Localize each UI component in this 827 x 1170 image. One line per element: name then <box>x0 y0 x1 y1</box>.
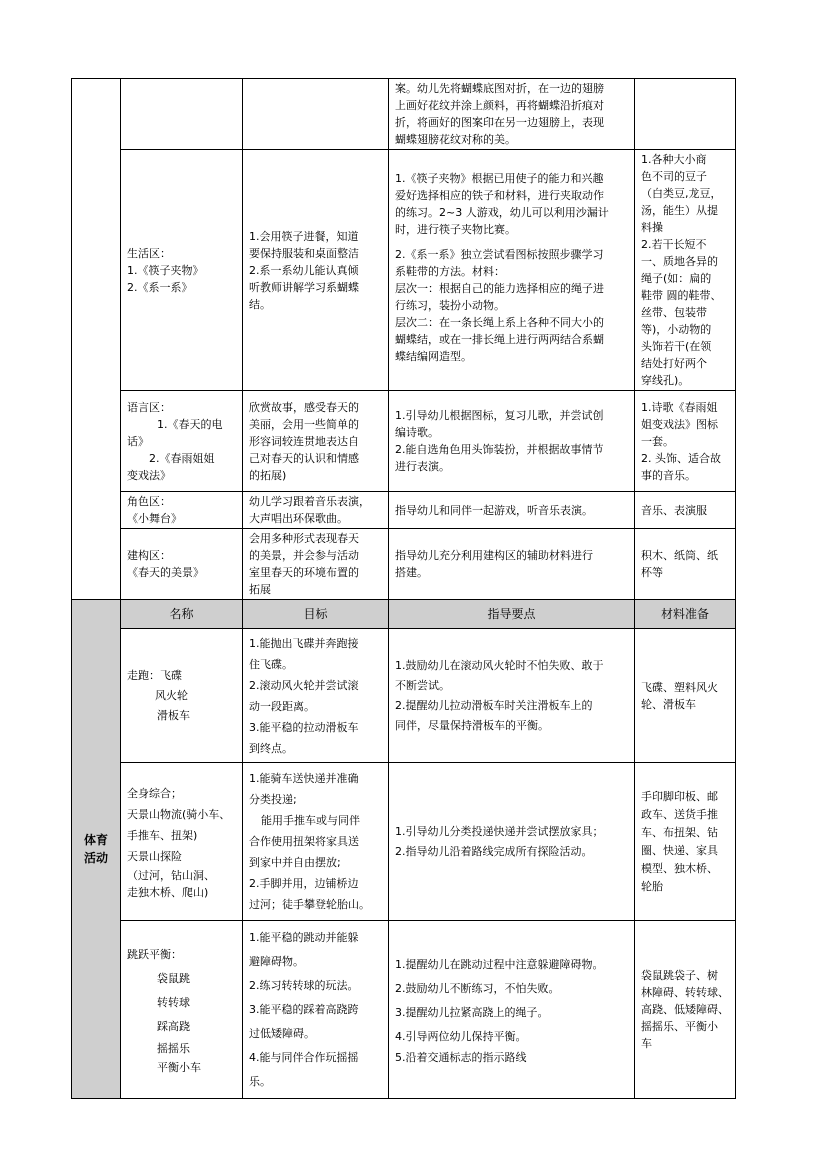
jump-guide-cell <box>389 921 635 1099</box>
run-goal-line: 2.滚动风火轮并尝试滚 <box>249 678 359 692</box>
life-goal-line: 2.系一系幼儿能认真倾 <box>249 263 359 277</box>
language-material-cell <box>635 391 736 492</box>
life-name-line: 2.《系一系》 <box>127 280 193 294</box>
header-material-cell: 材料准备 <box>635 600 736 629</box>
jump-name-line: 踩高跷 <box>157 1019 190 1033</box>
role-goal-line: 大声唱出环保歌曲。 <box>249 512 348 525</box>
jump-material-line: 车 <box>641 1037 652 1050</box>
jump-goal-line: 3.能平稳的踩着高跷跨 <box>249 1002 359 1016</box>
art-area-row <box>72 79 736 150</box>
life-guide-line: 时，进行筷子夹物比赛。 <box>395 223 516 236</box>
run-material-line: 飞碟、塑料风火 <box>641 680 718 694</box>
role-goal-cell <box>243 492 389 529</box>
role-name-line: 角色区： <box>127 495 171 508</box>
art-guide-line: 折，将画好的图案印在另一边翅膀上，表现 <box>395 116 604 129</box>
language-goal-line: 形容词较连贯地表达自 <box>249 434 359 448</box>
role-guide-text: 指导幼儿和同伴一起游戏，听音乐表演。 <box>395 503 593 517</box>
life-material-cell <box>635 150 736 391</box>
art-guide-line: 案。幼儿先将蝴蝶底图对折，在一边的翅膀 <box>395 82 604 95</box>
role-area-row <box>72 492 736 529</box>
life-name-line: 1.《筷子夹物》 <box>127 263 204 277</box>
life-guide-line: 2.《系一系》独立尝试看图标按照步骤学习 <box>395 248 604 261</box>
run-goal-line: 动一段距离。 <box>249 699 315 713</box>
build-goal-cell <box>243 529 389 600</box>
whole-material-line: 手印脚印板、邮 <box>641 789 718 803</box>
build-goal-line: 拓展 <box>249 583 271 596</box>
language-guide-line: 2.能自选角色用头饰装扮，并根据故事情节 <box>395 443 604 456</box>
role-material-cell <box>635 492 736 529</box>
jump-guide-line: 5.沿着交通标志的指示路线 <box>395 1050 527 1064</box>
run-guide-line: 不断尝试。 <box>395 678 450 692</box>
header-goal-cell: 目标 <box>243 600 389 629</box>
art-name-cell <box>121 79 243 150</box>
whole-guide-line: 1.引导幼儿分类投递快递并尝试摆放家具； <box>395 824 604 838</box>
build-guide-line: 搭建。 <box>395 566 428 579</box>
life-area-row <box>72 150 736 391</box>
jump-goal-cell <box>243 921 389 1099</box>
whole-name-line: 手推车、扭架) <box>127 828 198 842</box>
header-guide-cell: 指导要点 <box>389 600 635 629</box>
role-name-cell <box>121 492 243 529</box>
language-name-line: 变戏法》 <box>127 468 171 482</box>
run-material-line: 轮、滑板车 <box>641 697 696 711</box>
life-material-line: 绳子(如：扁的 <box>641 272 712 285</box>
life-material-line: 穿线孔)。 <box>641 374 690 387</box>
jump-name-line: 袋鼠跳 <box>157 971 190 985</box>
role-name-line: 《小舞台》 <box>127 512 182 525</box>
build-name-line: 《春天的美景》 <box>127 566 204 579</box>
language-goal-line: 欣赏故事，感受春天的 <box>249 400 359 414</box>
run-material-cell <box>635 629 736 763</box>
language-name-cell <box>121 391 243 492</box>
jump-material-line: 摇摇乐、平衡小 <box>641 1020 718 1033</box>
whole-goal-line: 1.能骑车送快递并准确 <box>249 772 359 785</box>
jump-guide-line: 2.鼓励幼儿不断练习，不怕失败。 <box>395 981 560 995</box>
whole-name-line: 走独木桥、爬山) <box>127 885 209 899</box>
jump-material-line: 袋鼠跳袋子、树 <box>641 969 718 982</box>
whole-name-line: 天景山物流(骑小车、 <box>127 807 231 821</box>
whole-material-line: 政车、送货手推 <box>641 807 718 821</box>
life-guide-line: 层次一：根据自己的能力选择相应的绳子进 <box>395 282 604 295</box>
whole-goal-line: 能用手推车或与同伴 <box>261 814 360 827</box>
language-material-line: 事的音乐。 <box>641 468 696 482</box>
jump-name-line: 摇摇乐 <box>157 1041 190 1055</box>
life-material-line: 料操 <box>641 221 663 234</box>
art-guide-line: 上画好花纹并涂上颜料，再将蝴蝶沿折痕对 <box>395 99 604 112</box>
jump-guide-line: 4.引导两位幼儿保持平衡。 <box>395 1029 527 1043</box>
build-name-cell <box>121 529 243 600</box>
life-material-line: 2.若干长短不 <box>641 238 707 251</box>
language-name-line: 语言区： <box>127 400 171 414</box>
language-guide-cell <box>389 391 635 492</box>
life-material-line: 色不司的豆子 <box>641 170 707 183</box>
life-material-line: 汤，能生）从提 <box>641 204 718 217</box>
life-guide-line: 1.《筷子夹物》根据已用使子的能力和兴趣 <box>395 172 604 185</box>
run-goal-line: 住飞碟。 <box>249 657 293 671</box>
build-name-line: 建构区： <box>127 549 171 562</box>
areas-section-label-cell <box>72 79 121 600</box>
run-name-line: 滑板车 <box>157 708 190 722</box>
build-goal-line: 室里春天的环境布置的 <box>249 566 359 579</box>
whole-body-row <box>72 763 736 921</box>
whole-guide-cell <box>389 763 635 921</box>
whole-guide-line: 2.指导幼儿沿着路线完成所有探险活动。 <box>395 844 593 858</box>
language-guide-line: 进行表演。 <box>395 460 450 473</box>
language-name-line: 1.《春天的电 <box>157 417 223 431</box>
sports-label-line: 活动 <box>83 851 108 865</box>
language-material-line: 一套。 <box>641 434 674 448</box>
build-area-row <box>72 529 736 600</box>
jump-material-line: 高跷、低矮障碍、 <box>641 1003 729 1016</box>
run-guide-line: 同伴，尽量保持滑板车的平衡。 <box>395 718 549 732</box>
run-name-line: 风火轮 <box>155 688 188 702</box>
run-guide-cell <box>389 629 635 763</box>
run-name-line: 走跑：飞碟 <box>127 668 182 682</box>
life-material-line: 一、质地各异的 <box>641 255 718 268</box>
life-guide-line: 层次二：在一条长绳上系上各种不同大小的 <box>395 316 604 329</box>
build-goal-line: 会用多种形式表现春天 <box>249 532 359 545</box>
activity-plan-table <box>71 78 736 1099</box>
run-goal-cell <box>243 629 389 763</box>
life-material-line: 头饰若干(在领 <box>641 340 712 353</box>
sports-label-line: 体育 <box>83 833 108 847</box>
art-goal-cell <box>243 79 389 150</box>
run-goal-line: 3.能平稳的拉动滑板车 <box>249 720 359 734</box>
run-guide-line: 2.提醒幼儿拉动滑板车时关注滑板车上的 <box>395 698 593 712</box>
jump-guide-line: 3.提醒幼儿拉紧高跷上的绳子。 <box>395 1005 549 1019</box>
role-goal-line: 幼儿学习跟着音乐表演， <box>249 495 370 508</box>
whole-material-cell <box>635 763 736 921</box>
life-guide-line: 蝴蝶结，或在一排长绳上进行两两结合系蝴 <box>395 333 604 346</box>
build-material-line: 积木、纸筒、纸 <box>641 549 718 562</box>
whole-goal-line: 到家中并自由摆放; <box>249 856 341 869</box>
life-guide-line: 行练习，装扮小动物。 <box>395 299 505 312</box>
life-name-line: 生活区： <box>127 246 171 260</box>
language-goal-line: 美丽，会用一些简单的 <box>249 417 359 431</box>
life-goal-line: 结。 <box>249 297 271 311</box>
whole-goal-line: 合作使用扭架将家具送 <box>249 835 359 848</box>
art-guide-line: 蝴蝶翅膀花纹对称的美。 <box>395 133 516 146</box>
life-guide-cell <box>389 150 635 391</box>
whole-goal-line: 分类投递; <box>249 793 297 806</box>
art-guide-cell <box>389 79 635 150</box>
whole-material-line: 圈、快递、家具 <box>641 843 718 857</box>
language-material-line: 姐变戏法》图标 <box>641 417 718 431</box>
jump-material-line: 林障碍、转转球、 <box>641 986 729 999</box>
build-guide-line: 指导幼儿充分利用建构区的辅助材料进行 <box>395 549 593 562</box>
jump-goal-line: 过低矮障碍。 <box>249 1026 315 1040</box>
jump-name-line: 跳跃平衡： <box>127 947 182 961</box>
jump-guide-line: 1.提醒幼儿在跳动过程中注意躲避障碍物。 <box>395 957 604 971</box>
art-material-cell <box>635 79 736 150</box>
language-goal-cell <box>243 391 389 492</box>
jump-material-cell <box>635 921 736 1099</box>
build-material-line: 杯等 <box>641 566 663 579</box>
language-goal-line: 己对春天的认识和情感 <box>249 451 359 465</box>
run-guide-line: 1.鼓励幼儿在滚动风火轮时不怕失败、敢于 <box>395 658 604 672</box>
whole-name-cell <box>121 763 243 921</box>
sports-header-row <box>72 600 736 629</box>
life-material-line: 结处打好两个 <box>641 357 707 370</box>
build-material-cell <box>635 529 736 600</box>
run-goal-line: 1.能抛出飞碟并奔跑接 <box>249 636 359 650</box>
jump-goal-line: 4.能与同伴合作玩摇摇 <box>249 1050 359 1064</box>
jump-name-line: 转转球 <box>157 995 190 1009</box>
run-goal-line: 到终点。 <box>249 741 293 755</box>
life-material-line: 1.各种大小商 <box>641 153 707 166</box>
sports-section-label <box>72 600 121 1099</box>
life-goal-line: 听教师讲解学习系蝴蝶 <box>249 280 359 294</box>
build-goal-line: 的美景，并会参与活动 <box>249 549 359 562</box>
whole-goal-line: 过河；徒手攀登轮胎山。 <box>249 898 370 911</box>
whole-material-line: 模型、独木桥、 <box>641 861 718 875</box>
jump-name-cell <box>121 921 243 1099</box>
life-guide-line: 系鞋带的方法。材料： <box>395 265 505 278</box>
whole-name-line: 天景山探险 <box>127 849 182 863</box>
life-guide-line: 蝶结编网造型。 <box>395 350 472 363</box>
build-guide-cell <box>389 529 635 600</box>
life-name-cell <box>121 150 243 391</box>
life-material-line: （白类豆,龙豆， <box>641 187 722 200</box>
life-goal-line: 1.会用筷子进餐，知道 <box>249 229 359 243</box>
life-guide-line: 爱好选择相应的铁子和材料，进行夹取动作 <box>395 189 604 202</box>
role-material-text: 音乐、表演服 <box>641 503 707 517</box>
life-material-line: 鞋带 圆的鞋带、 <box>641 289 722 302</box>
life-guide-line: 的练习。2~3 人游戏，幼儿可以利用沙漏计 <box>395 206 609 219</box>
whole-material-line: 车、布扭架、钻 <box>641 825 718 839</box>
jump-name-line: 平衡小车 <box>157 1060 201 1074</box>
language-guide-line: 编诗歌。 <box>395 426 439 439</box>
whole-name-line: （过河，钻山洞、 <box>127 868 215 882</box>
jump-balance-row <box>72 921 736 1099</box>
life-material-line: 丝带、包装带 <box>641 306 707 319</box>
jump-goal-line: 1.能平稳的跳动并能躲 <box>249 930 359 944</box>
language-material-line: 1.诗歌《春雨姐 <box>641 400 718 414</box>
language-name-line: 2.《春雨姐姐 <box>149 451 215 465</box>
whole-goal-line: 2.手脚并用，边铺桥边 <box>249 877 359 890</box>
role-guide-cell <box>389 492 635 529</box>
language-goal-line: 的拓展) <box>249 468 287 482</box>
header-name-cell: 名称 <box>121 600 243 629</box>
life-goal-line: 要保持服装和桌面整洁 <box>249 246 359 260</box>
run-name-cell <box>121 629 243 763</box>
whole-name-line: 全身综合； <box>127 786 182 800</box>
language-area-row <box>72 391 736 492</box>
life-goal-cell <box>243 150 389 391</box>
jump-goal-line: 乐。 <box>249 1074 271 1088</box>
run-row <box>72 629 736 763</box>
language-guide-line: 1.引导幼儿根据图标，复习儿歌，并尝试创 <box>395 409 604 422</box>
whole-goal-cell <box>243 763 389 921</box>
life-material-line: 等)，小动物的 <box>641 323 712 336</box>
language-material-line: 2. 头饰、适合故 <box>641 451 721 465</box>
whole-material-line: 轮胎 <box>641 879 663 893</box>
jump-goal-line: 避障碍物。 <box>249 954 304 968</box>
language-name-line: 话》 <box>127 434 149 448</box>
jump-goal-line: 2.练习转转球的玩法。 <box>249 978 359 992</box>
